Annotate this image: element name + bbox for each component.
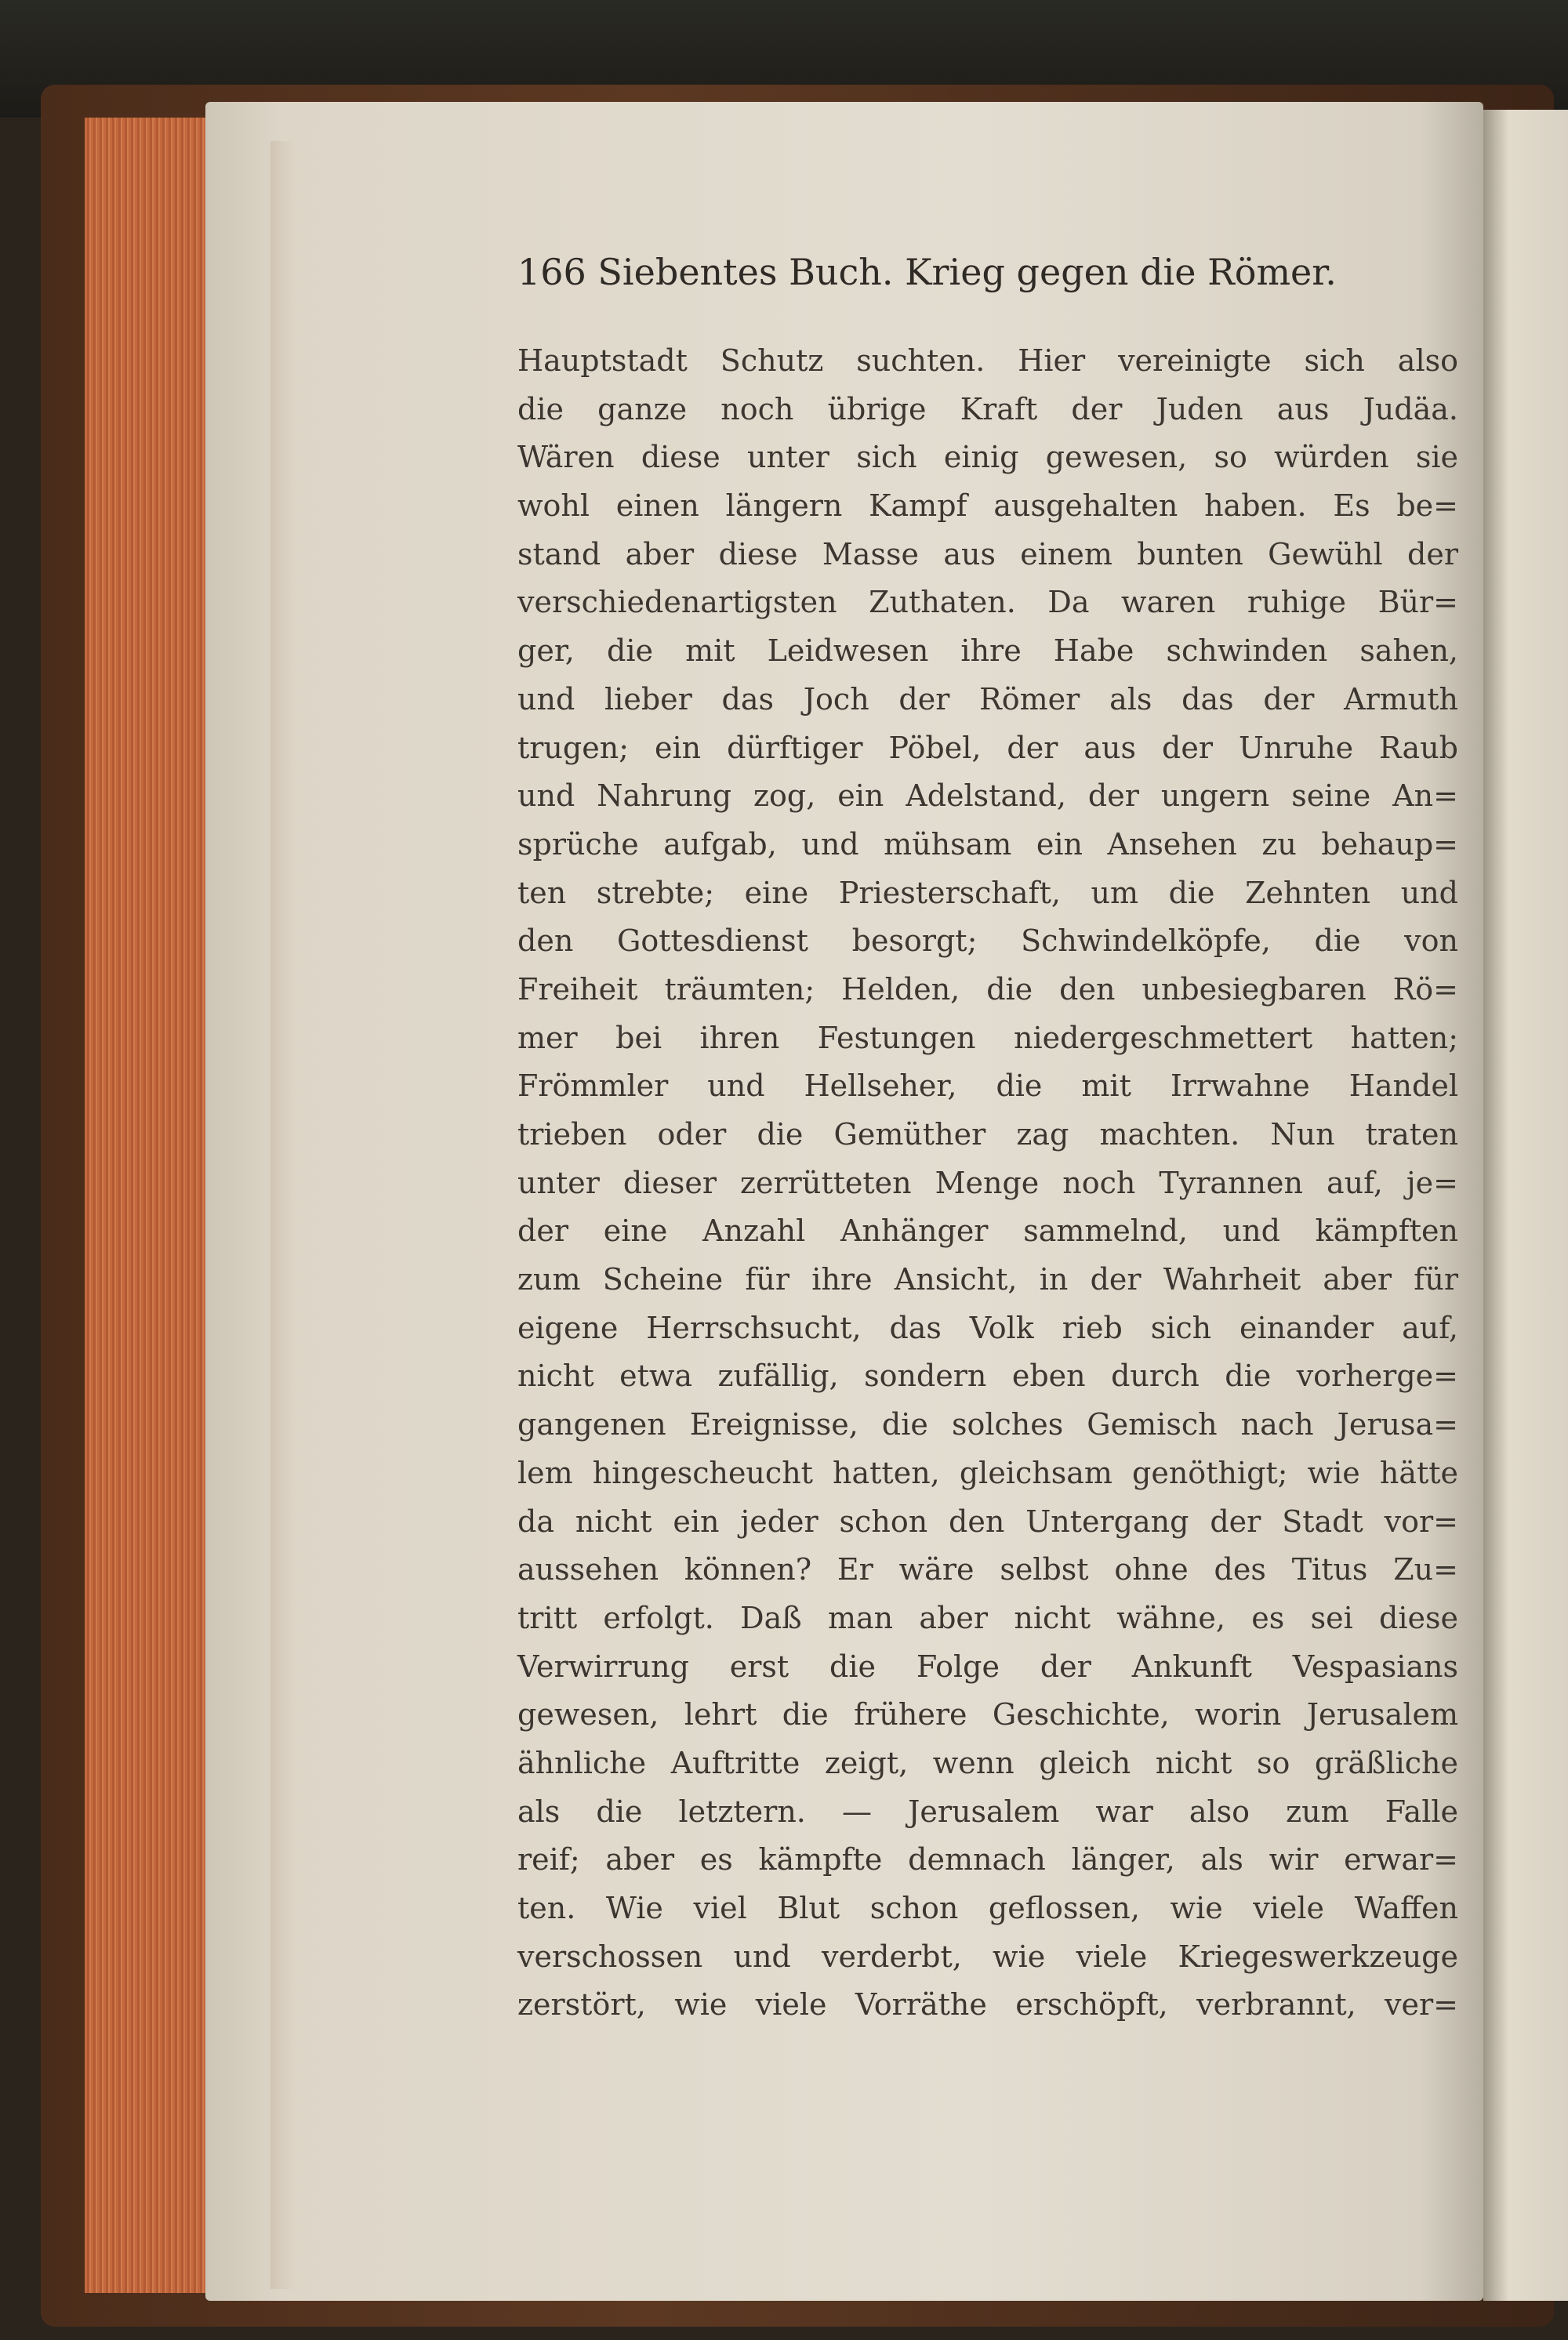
text-line: reif; aber es kämpfte demnach länger, als wir erwar= [517, 1842, 1458, 1877]
text-line: ten. Wie viel Blut schon geflossen, wie viele Waffen [517, 1891, 1458, 1925]
text-line: verschiedenartigsten Zuthaten. Da waren ruhige Bür= [517, 585, 1458, 620]
text-line: die ganze noch übrige Kraft der Juden aus Judäa. [517, 391, 1458, 426]
text-line: den Gottesdienst besorgt; Schwindelköpfe, die von [517, 923, 1458, 959]
page-edges [85, 118, 221, 2293]
text-line: trugen; ein dürftiger Pöbel, der aus der Unruhe Raub [517, 730, 1458, 765]
text-line: Freiheit träumten; Helden, die den unbesiegbaren Rö= [517, 971, 1458, 1007]
page-fold-shadow [270, 141, 318, 2289]
text-line: und Nahrung zog, ein Adelstand, der ungern seine An= [517, 778, 1458, 814]
text-line: wohl einen längern Kampf ausgehalten haben. Es be= [517, 488, 1458, 524]
text-line: tritt erfolgt. Daß man aber nicht wähne, es sei diese [517, 1600, 1458, 1635]
text-line: gewesen, lehrt die frühere Geschichte, worin Jerusalem [517, 1697, 1458, 1732]
text-line: da nicht ein jeder schon den Untergang der Stadt vor= [517, 1504, 1458, 1539]
facing-page-edge [1483, 110, 1568, 2301]
text-line: Frömmler und Hellseher, die mit Irrwahne Handel [517, 1068, 1458, 1104]
text-line: zerstört, wie viele Vorräthe erschöpft, verbrannt, ver= [517, 1987, 1458, 2023]
text-line: trieben oder die Gemüther zag machten. Nun traten [517, 1117, 1458, 1152]
text-line: unter dieser zerrütteten Menge noch Tyrannen auf, je= [517, 1165, 1458, 1200]
text-line: ten strebte; eine Priesterschaft, um die Zehnten und [517, 875, 1458, 910]
text-line: sprüche aufgab, und mühsam ein Ansehen zu behaup= [517, 826, 1458, 862]
running-head: 166 Siebentes Buch. Krieg gegen die Römer. [517, 251, 1337, 293]
text-line: der eine Anzahl Anhänger sammelnd, und kämpften [517, 1214, 1458, 1249]
text-line: Wären diese unter sich einig gewesen, so würden sie [517, 440, 1458, 475]
text-line: zum Scheine für ihre Ansicht, in der Wahrheit aber für [517, 1262, 1458, 1297]
text-line: Verwirrung erst die Folge der Ankunft Vespasians [517, 1649, 1458, 1684]
text-line: mer bei ihren Festungen niedergeschmettert hatten; [517, 1020, 1458, 1055]
text-line: und lieber das Joch der Römer als das der Armuth [517, 681, 1458, 717]
text-line: nicht etwa zufällig, sondern eben durch die vorherge= [517, 1359, 1458, 1394]
text-line: Hauptstadt Schutz suchten. Hier vereinigte sich also [517, 343, 1458, 378]
text-line: stand aber diese Masse aus einem bunten Gewühl der [517, 536, 1458, 571]
text-line: als die letztern. — Jerusalem war also zum Falle [517, 1794, 1458, 1829]
text-line: verschossen und verderbt, wie viele Kriegeswerkzeuge [517, 1939, 1458, 1974]
text-line: aussehen können? Er wäre selbst ohne des Titus Zu= [517, 1552, 1458, 1587]
text-line: ger, die mit Leidwesen ihre Habe schwinden sahen, [517, 633, 1458, 669]
text-line: eigene Herrschsucht, das Volk rieb sich einander auf, [517, 1310, 1458, 1345]
text-line: lem hingescheucht hatten, gleichsam genöthigt; wie hätte [517, 1455, 1458, 1490]
text-line: ähnliche Auftritte zeigt, wenn gleich nicht so gräßliche [517, 1745, 1458, 1780]
text-line: gangenen Ereignisse, die solches Gemisch nach Jerusa= [517, 1407, 1458, 1442]
page-body-text [517, 337, 1458, 2030]
